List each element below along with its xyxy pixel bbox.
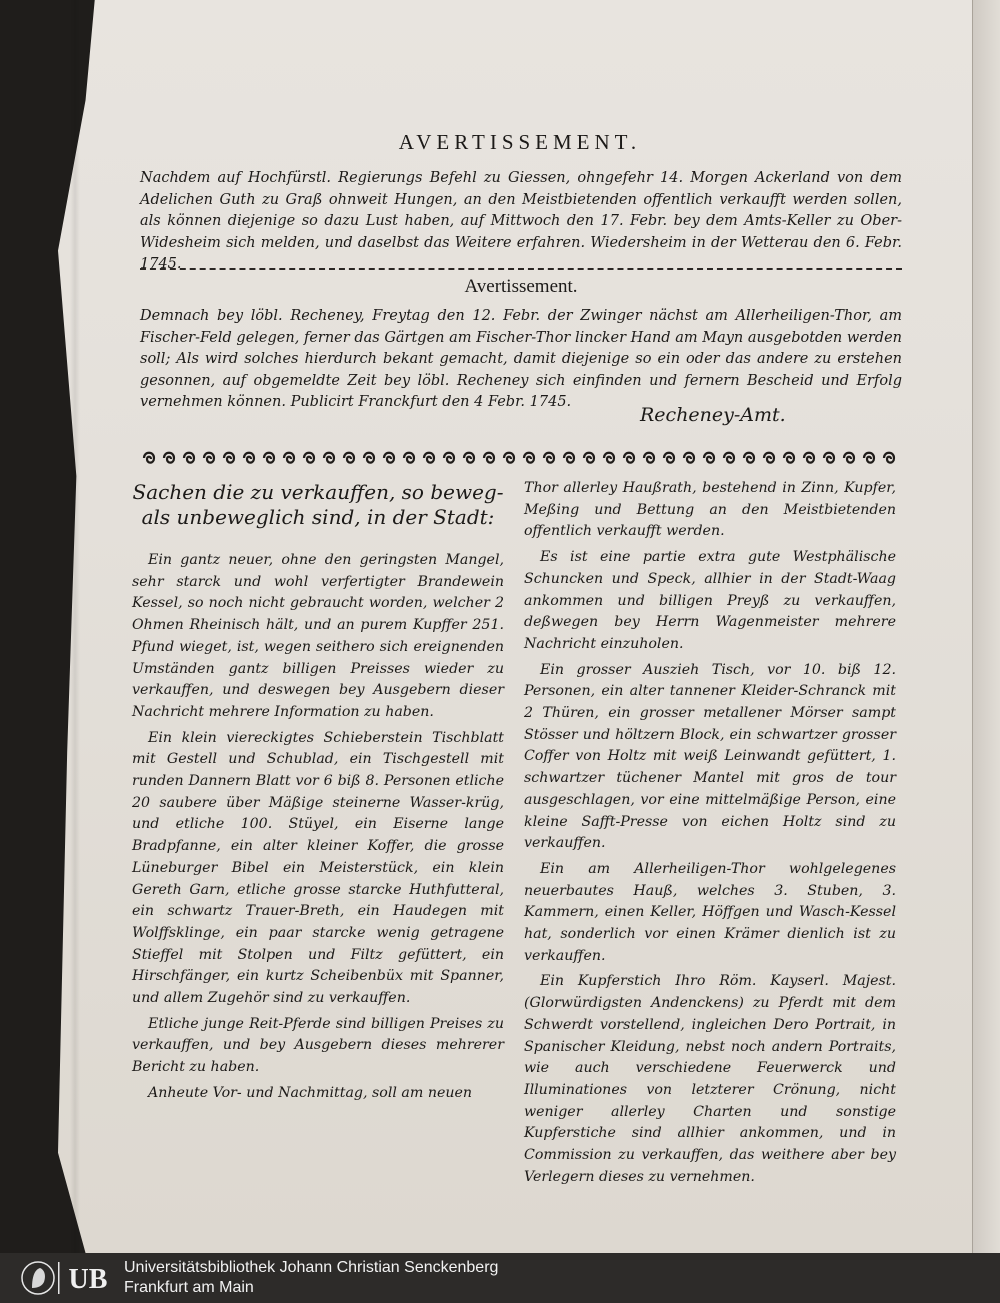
ornament-border xyxy=(138,444,904,470)
ub-logo-text: UB xyxy=(68,1264,108,1295)
sale-item: Ein klein viereckigtes Schieberstein Tischblatt mit Gestell und Schublad, ein Tischgestell mit runden Dannern Blatt vor 6 biß 8. Personen etliche 20 saubere über Mäßige steinerne Wasser-krüg, und etliche 100. Stüyel, ein Eiserne lange Bradpfanne, ein alter kleiner Koffer, die grosse Lüneburger Bibel ein Meisterstück, ein klein Gereth Garn, etliche grosse starcke Huthfutteral, ein schwartz Trauer-Breth, ein Haudegen mit Wolffsklinge, ein paar starcke wenig getragene Stieffel mit Stolpen und Filtz gefüttert, ein Hirschfänger, ein kurtz Scheibenbüx mit Spanner, und allem Zugehör sind zu verkauffen. xyxy=(132,729,504,1007)
sale-item: Ein grosser Auszieh Tisch, vor 10. biß 12. Personen, ein alter tannener Kleider-Schranck mit 2 Thüren, ein grosser metallener Mörser sampt Stösser und höltzern Block, ein schwartzer grosser Coffer von Holtz mit weiß Leinwandt gefüttert, 1. schwartzer tüchener Mantel mit gros de tour ausgeschlagen, vor eine mittelmäßige Person, eine kleine Safft-Presse von eichen Holtz sind zu verkauffen. xyxy=(524,661,896,852)
sale-item: Anheute Vor- und Nachmittag, soll am neuen xyxy=(148,1084,473,1101)
sale-item: Ein Kupferstich Ihro Röm. Kayserl. Majest. (Glorwürdigsten Andenckens) zu Pferdt mit dem Schwerdt vorstellend, ingleichen Dero Portrait, in Spanischer Kleidung, nebst noch andern Portraits, wie auch verschiedene Feuerwerck und Illuminationes von letzterer Crönung, nicht weniger allerley Charten und sonstige Kupferstiche sind allhier ankommen, und in Commission zu verkauffen, das weithere aber bey Verlegern dieses zu vernehmen. xyxy=(524,973,896,1185)
notice2-signature: Recheney-Amt. xyxy=(640,404,786,426)
sale-item: Es ist eine partie extra gute Westphälische Schuncken und Speck, allhier in der Stadt-Waag ankommen und billigen Preyß zu verkauffen, deßwegen bey Herrn Wagenmeister mehrere Nachricht einzuholen. xyxy=(524,549,896,652)
library-name-line2: Frankfurt am Main xyxy=(124,1279,254,1296)
notice2-title: Avertissement. xyxy=(464,276,578,297)
sale-heading: Sachen die zu verkauffen, so beweg- als unbeweglich sind, in der Stadt: xyxy=(132,480,504,529)
notice2-text: Demnach bey löbl. Recheney, Freytag den 12. Febr. der Zwinger nächst am Allerheiligen-Thor, am Fischer-Feld gelegen, ferner das Gärtgen am Fischer-Thor lincker Hand am Mayn ausgebotden werden soll; Als wird solches hierdurch bekant gemacht, damit diejenige so ein oder das andere zu erstehen gesonnen, auf obgemeldte Zeit bey löbl. Recheney sich einfinden und fernern Bescheid und Erfolg vernehmen können. Publicirt Franckfurt den 4 Febr. 1745. xyxy=(140,308,902,410)
sale-item: Etliche junge Reit-Pferde sind billigen Preises zu verkauffen, und bey Ausgebern dieses mehrerer Bericht zu haben. xyxy=(132,1015,504,1076)
divider-rule xyxy=(140,268,902,270)
next-page-edge xyxy=(972,0,1000,1253)
sale-item: Thor allerley Haußrath, bestehend in Zinn, Kupfer, Meßing und Bettung an den Meistbietenden offentlich verkaufft werden. xyxy=(524,480,896,540)
notice1-title: AVERTISSEMENT. xyxy=(398,130,642,154)
page-fold-shadow xyxy=(70,0,80,1253)
sale-item: Ein am Allerheiligen-Thor wohlgelegenes neuerbautes Hauß, welches 3. Stuben, 3. Kammern, einen Keller, Höffgen und Wasch-Kessel hat, sonderlich vor einen Krämer dienlich ist zu verkauffen. xyxy=(524,860,896,964)
notice1-text: Nachdem auf Hochfürstl. Regierungs Befehl zu Giessen, ohngefehr 14. Morgen Ackerland von dem Adelichen Guth zu Graß ohnweit Hungen, an den Meistbietenden offentlich verkaufft werden sollen, als können diejenige so dazu Lust haben, auf Mittwoch den 17. Febr. bey dem Amts-Keller zu Ober-Widesheim sich melden, und daselbst das Weitere erfahren. Wiedersheim in der Wetterau den 6. Febr. 1745. xyxy=(140,170,902,272)
sale-column-left xyxy=(132,478,504,1109)
ub-logo-icon xyxy=(18,1258,118,1298)
library-name-line1: Universitätsbibliothek Johann Christian Senckenberg xyxy=(124,1259,499,1276)
library-footer-bar xyxy=(0,1253,1000,1303)
sale-item: Ein gantz neuer, ohne den geringsten Mangel, sehr starck und wohl verfertigter Brandewein Kessel, so noch nicht gebraucht worden, welcher 2 Ohmen Rheinisch hält, und an purem Kupffer 251. Pfund wieget, ist, wegen seithero sich ereignenden Umständen gantz billigen Preisses wieder zu verkauffen, und deswegen bey Ausgebern dieser Nachricht mehrere Information zu haben. xyxy=(132,552,504,720)
sale-column-right xyxy=(524,478,896,1193)
library-name xyxy=(124,1258,498,1298)
